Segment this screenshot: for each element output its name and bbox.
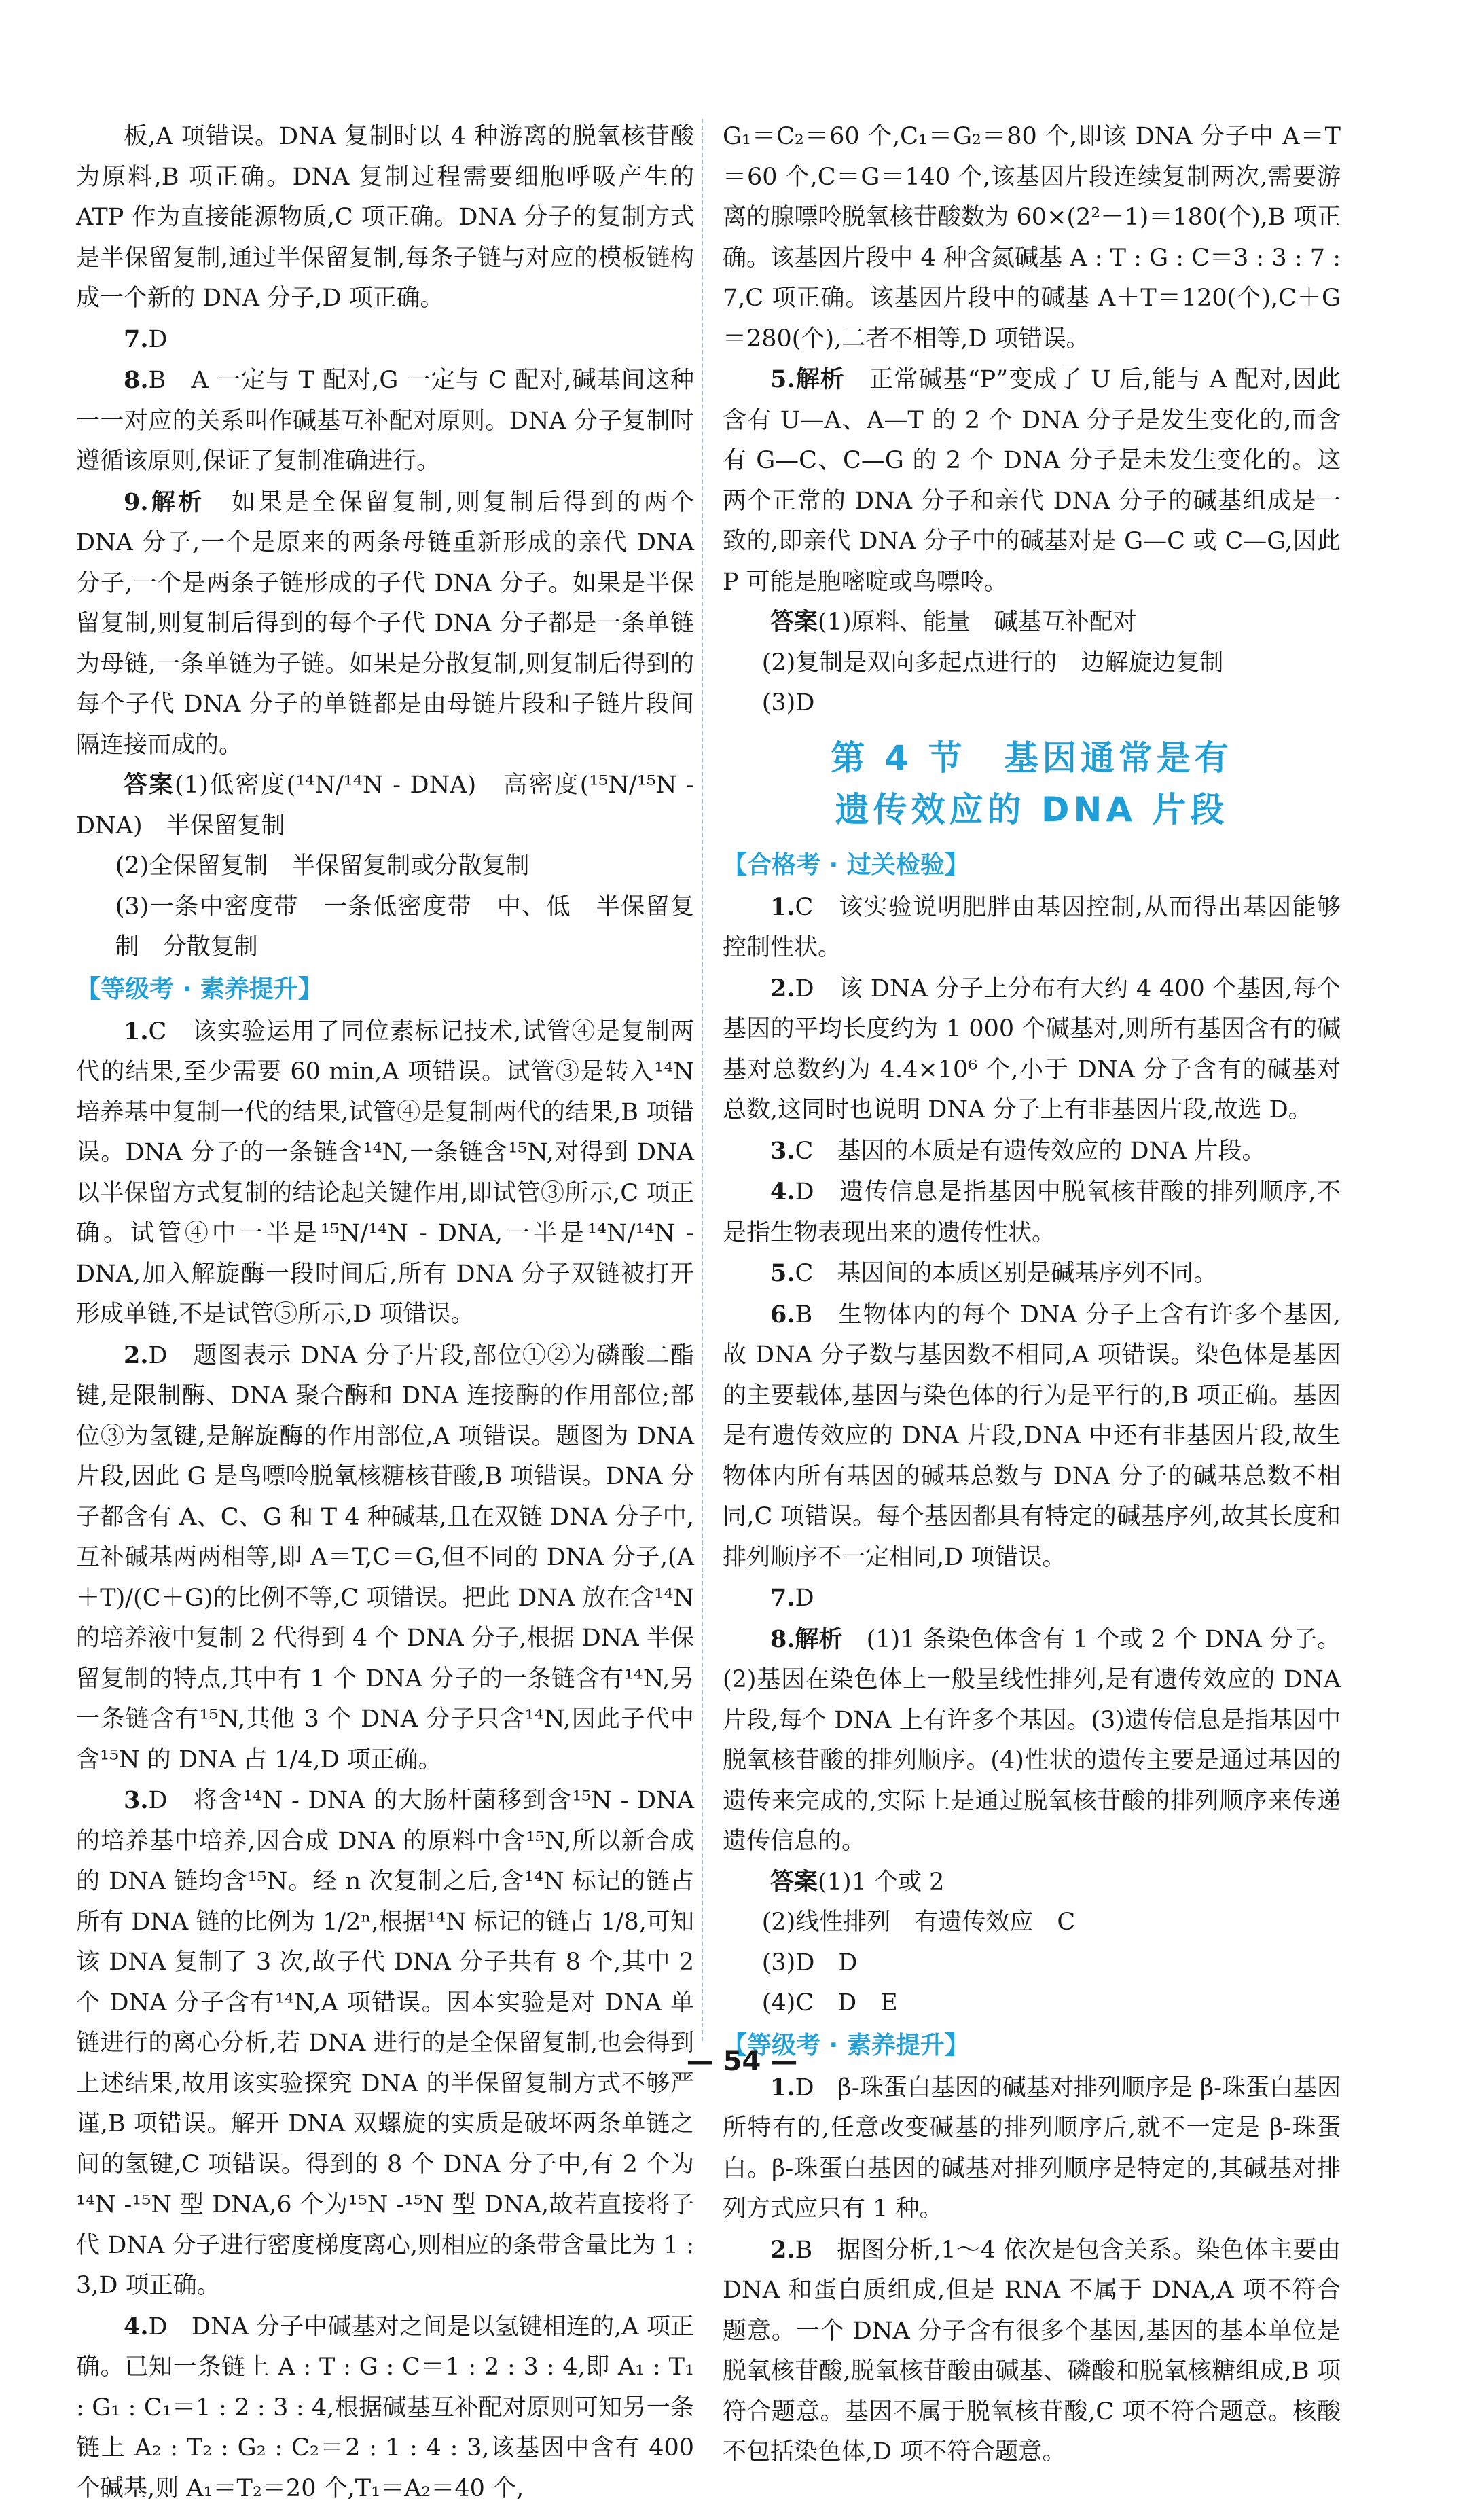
- column-divider: [702, 119, 703, 2041]
- answer-line: (3)D D: [723, 1943, 1341, 1984]
- answer-item-1: 1.C 该实验说明肥胖由基因控制,从而得出基因能够控制性状。: [723, 887, 1341, 969]
- section-tag-advanced: 【等级考 · 素养提升】: [76, 969, 694, 1010]
- answer-line: (3)D: [723, 683, 1341, 724]
- answer-item-1: 1.C 该实验运用了同位素标记技术,试管④是复制两代的结果,至少需要 60 min,A 项错误。试管③是转入¹⁴N 培养基中复制一代的结果,试管④是复制两代的结果,B 项错误。DNA 分子的一条链含¹⁴N,一条链含¹⁵N,对得到 DNA 以半保留方式复制的结论起关键作用,即试管③所示,C 项正确。试管④中一半是¹⁵N/¹⁴N - DNA,一半是¹⁴N/¹⁴N - DNA,加入解旋酶一段时间后,所有 DNA 分子双链被打开形成单链,不是试管⑤所示,D 项错误。: [76, 1011, 694, 1335]
- answer-item-6: 6.B 生物体内的每个 DNA 分子上含有许多个基因,故 DNA 分子数与基因数不相同,A 项错误。染色体是基因的主要载体,基因与染色体的行为是平行的,B 项正确。基因是有遗传效应的 DNA 片段,DNA 中还有非基因片段,故生物体内所有基因的碱基总数与 DNA 分子的碱基总数不相同,C 项错误。每个基因都具有特定的碱基序列,故其长度和排列顺序不一定相同,D 项错误。: [723, 1295, 1341, 1578]
- answer-item-3: 3.C 基因的本质是有遗传效应的 DNA 片段。: [723, 1131, 1341, 1172]
- answer-item-8: 8.解析 (1)1 条染色体含有 1 个或 2 个 DNA 分子。(2)基因在染色体上一般呈线性排列,是有遗传效应的 DNA 片段,每个 DNA 上有许多个基因。(3)遗传信息是指基因中脱氧核苷酸的排列顺序。(4)性状的遗传主要是通过基因的遗传来完成的,实际上是通过脱氧核苷酸的排列顺序来传递遗传信息的。: [723, 1619, 1341, 1862]
- answer-item-4: 4.D DNA 分子中碱基对之间是以氢键相连的,A 项正确。已知一条链上 A : T : G : C＝1 : 2 : 3 : 4,即 A₁ : T₁ : G₁ : C₁＝1 : 2 : 3 : 4,根据碱基互补配对原则可知另一条链上 A₂ : T₂ : G₂ : C₂＝2 : 1 : 4 : 3,该基因中含有 400 个碱基,则 A₁＝T₂＝20 个,T₁＝A₂＝40 个,: [76, 2307, 694, 2509]
- answer-paragraph: 板,A 项错误。DNA 复制时以 4 种游离的脱氧核苷酸为原料,B 项正确。DNA 复制过程需要细胞呼吸产生的 ATP 作为直接能源物质,C 项正确。DNA 分子的复制方式是半保留复制,通过半保留复制,每条子链与对应的模板链构成一个新的 DNA 分子,D 项正确。: [76, 117, 694, 319]
- answer-line: (4)C D E: [723, 1983, 1341, 2024]
- answer-item-8: 8.B A 一定与 T 配对,G 一定与 C 配对,碱基间这种一一对应的关系叫作碱基互补配对原则。DNA 分子复制时遵循该原则,保证了复制准确进行。: [76, 360, 694, 482]
- section-heading: [723, 732, 1341, 835]
- section-heading-line-2: 遗传效应的 DNA 片段: [723, 784, 1341, 835]
- answer-item-7: 7.D: [76, 319, 694, 361]
- answer-line: (2)线性排列 有遗传效应 C: [723, 1902, 1341, 1943]
- answer-item-3: 3.D 将含¹⁴N - DNA 的大肠杆菌移到含¹⁵N - DNA 的培养基中培养,因合成 DNA 的原料中含¹⁵N,所以新合成的 DNA 链均含¹⁵N。经 n 次复制之后,含¹⁴N 标记的链占所有 DNA 链的比例为 1/2ⁿ,根据¹⁴N 标记的链占 1/8,可知该 DNA 复制了 3 次,故子代 DNA 分子共有 8 个,其中 2 个 DNA 分子含有¹⁴N,A 项错误。因本实验是对 DNA 单链进行的离心分析,若 DNA 进行的是全保留复制,也会得到上述结果,故用该实验探究 DNA 的半保留复制方式不够严谨,B 项错误。解开 DNA 双螺旋的实质是破坏两条单链之间的氢键,C 项错误。得到的 8 个 DNA 分子中,有 2 个为¹⁴N -¹⁵N 型 DNA,6 个为¹⁵N -¹⁵N 型 DNA,故若直接将子代 DNA 分子进行密度梯度离心,则相应的条带含量比为 1 : 3,D 项正确。: [76, 1780, 694, 2307]
- answer-block: 答案(1)原料、能量 碱基互补配对: [723, 602, 1341, 643]
- answer-line: (2)全保留复制 半保留复制或分散复制: [76, 846, 694, 887]
- section-heading-line-1: 第 4 节 基因通常是有: [723, 732, 1341, 784]
- answer-block: 答案(1)1 个或 2: [723, 1862, 1341, 1903]
- section-tag-basic: 【合格考 · 过关检验】: [723, 845, 1341, 886]
- answer-line: (2)复制是双向多起点进行的 边解旋边复制: [723, 643, 1341, 684]
- answer-item-2: 2.D 该 DNA 分子上分布有大约 4 400 个基因,每个基因的平均长度约为 1 000 个碱基对,则所有基因含有的碱基对总数约为 4.4×10⁶ 个,小于 DNA 分子含有的碱基对总数,这同时也说明 DNA 分子上有非基因片段,故选 D。: [723, 969, 1341, 1131]
- answer-item-7: 7.D: [723, 1578, 1341, 1619]
- answer-item-5: 5.解析 正常碱基“P”变成了 U 后,能与 A 配对,因此含有 U—A、A—T 的 2 个 DNA 分子是发生变化的,而含有 G—C、C—G 的 2 个 DNA 分子是未发生变化的。这两个正常的 DNA 分子和亲代 DNA 分子的碱基组成是一致的,即亲代 DNA 分子中的碱基对是 G—C 或 C—G,因此 P 可能是胞嘧啶或鸟嘌呤。: [723, 359, 1341, 602]
- left-column: [76, 117, 694, 2509]
- answer-item-5: 5.C 基因间的本质区别是碱基序列不同。: [723, 1253, 1341, 1295]
- answer-item-1: 1.D β-珠蛋白基因的碱基对排列顺序是 β-珠蛋白基因所特有的,任意改变碱基的排列顺序后,就不一定是 β-珠蛋白。β-珠蛋白基因的碱基对排列顺序是特定的,其碱基对排列方式应只有 1 种。: [723, 2068, 1341, 2230]
- answer-item-4: 4.D 遗传信息是指基因中脱氧核苷酸的排列顺序,不是指生物表现出来的遗传性状。: [723, 1172, 1341, 1253]
- answer-item-9: 9.解析 如果是全保留复制,则复制后得到的两个 DNA 分子,一个是原来的两条母链重新形成的亲代 DNA 分子,一个是两条子链形成的子代 DNA 分子。如果是半保留复制,则复制后得到的每个子代 DNA 分子都是一条单链为母链,一条单链为子链。如果是分散复制,则复制后得到的每个子代 DNA 分子的单链都是由母链片段和子链片段间隔连接而成的。: [76, 482, 694, 766]
- answer-item-2: 2.D 题图表示 DNA 分子片段,部位①②为磷酸二酯键,是限制酶、DNA 聚合酶和 DNA 连接酶的作用部位;部位③为氢键,是解旋酶的作用部位,A 项错误。题图为 DNA 片段,因此 G 是鸟嘌呤脱氧核糖核苷酸,B 项错误。DNA 分子都含有 A、C、G 和 T 4 种碱基,且在双链 DNA 分子中,互补碱基两两相等,即 A＝T,C＝G,但不同的 DNA 分子,(A＋T)/(C＋G)的比例不等,C 项错误。把此 DNA 放在含¹⁴N 的培养液中复制 2 代得到 4 个 DNA 分子,根据 DNA 半保留复制的特点,其中有 1 个 DNA 分子的一条链含有¹⁴N,另一条链含有¹⁵N,其他 3 个 DNA 分子只含¹⁴N,因此子代中含¹⁵N 的 DNA 占 1/4,D 项正确。: [76, 1335, 694, 1781]
- answer-item-2: 2.B 据图分析,1～4 依次是包含关系。染色体主要由 DNA 和蛋白质组成,但是 RNA 不属于 DNA,A 项不符合题意。一个 DNA 分子含有很多个基因,基因的基本单位是脱氧核苷酸,脱氧核苷酸由碱基、磷酸和脱氧核糖组成,B 项符合题意。基因不属于脱氧核苷酸,C 项不符合题意。核酸不包括染色体,D 项不符合题意。: [723, 2230, 1341, 2473]
- page-number: — 54 —: [0, 2046, 1484, 2077]
- answer-block: 答案(1)低密度(¹⁴N/¹⁴N - DNA) 高密度(¹⁵N/¹⁵N - DNA) 半保留复制: [76, 765, 694, 846]
- answer-line: (3)一条中密度带 一条低密度带 中、低 半保留复制 分散复制: [76, 887, 694, 968]
- answer-paragraph: G₁＝C₂＝60 个,C₁＝G₂＝80 个,即该 DNA 分子中 A＝T＝60 个,C＝G＝140 个,该基因片段连续复制两次,需要游离的腺嘌呤脱氧核苷酸数为 60×(2²－1)＝180(个),B 项正确。该基因片段中 4 种含氮碱基 A : T : G : C＝3 : 3 : 7 : 7,C 项正确。该基因片段中的碱基 A＋T＝120(个),C＋G＝280(个),二者不相等,D 项错误。: [723, 117, 1341, 359]
- right-column: [723, 117, 1341, 2473]
- section-tag-advanced: 【等级考 · 素养提升】: [723, 2025, 1341, 2066]
